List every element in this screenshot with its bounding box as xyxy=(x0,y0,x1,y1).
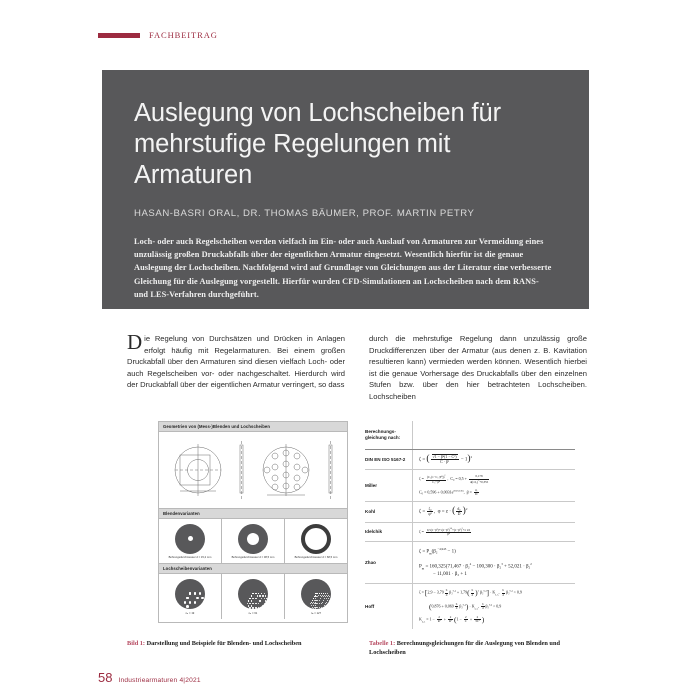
table-row-source: Hoff xyxy=(365,603,375,609)
orifice-variant-1-caption: Bohrungsdurchmesser d = 15,2 mm xyxy=(168,555,212,559)
figure-caption-text: Darstellung und Beispiele für Blenden- und Lochscheiben xyxy=(145,640,302,647)
body-text-right: durch die mehrstufige Regelung dann unzulässig große Druckdifferenzen über der Armatur (aus denen z. B. Kavitation resultieren kann) vermieden werden können. Wesentlich hierbei ist die genaue Vorhersage des Druckabfalls über den einzelnen Stufen bzw. über den hier betrachteten Lochscheiben. Lochscheiben xyxy=(369,334,587,401)
orifice-variant-2 xyxy=(222,519,285,563)
table-caption xyxy=(369,639,587,657)
title-block xyxy=(102,70,589,309)
table-row-equations xyxy=(412,502,575,521)
table-row-equations xyxy=(412,470,575,501)
table-row-source: Miller xyxy=(365,482,377,488)
publication-name: Industriearmaturen 4|2021 xyxy=(118,677,201,684)
orifice-variant-1 xyxy=(159,519,222,563)
perforated-variant-row xyxy=(159,574,347,619)
figure-band-perforated: Lochscheibenvarianten xyxy=(159,564,347,574)
perforated-variant-3-caption: nₕ = 127 xyxy=(310,611,322,615)
page-footer xyxy=(98,670,201,685)
body-columns xyxy=(127,330,587,402)
perforated-disc-127-holes-icon xyxy=(301,579,331,609)
perforated-disc-side-view-icon xyxy=(326,441,335,499)
body-column-right xyxy=(369,333,587,402)
orifice-disc-medium-bore-icon xyxy=(238,524,268,554)
table-header-spacer xyxy=(412,421,575,449)
orifice-disc-large-bore-icon xyxy=(301,524,331,554)
table-row xyxy=(365,470,575,502)
table-row-equations xyxy=(412,542,575,583)
body-column-left xyxy=(127,330,345,402)
running-head-bar xyxy=(98,33,140,38)
equation: ζ = [2,9 − 3,79 $\frac{b}{d}$ β₂$^{0,4}$ + 1,79( $\frac{b}{d}$ )$^2$ $\beta_2^{0,4}] \cdot K_{LA}$, $\frac{b}{d}$ β₂$^{0,4}$ < 0,9 xyxy=(419,588,522,598)
perforated-disc-61-holes-icon xyxy=(238,579,268,609)
equation: $K_{LA} = 1$ − $\frac{2}{\text{R²}}$ + $\frac{2}{\text{R²}}$ (1 − $\frac{2}{C}$ + $\frac{2}{\text{3C²}}$ ) xyxy=(419,614,485,624)
table-row xyxy=(365,542,575,584)
equation: ζ = $\frac{0,5(1-\beta^2)+\tau(1-\beta^2)^{3/4}+(1-\beta^2)^2+\lambda l/d}{\text{β⁴}}$ xyxy=(419,527,471,536)
table-row-equations xyxy=(412,523,575,542)
equation: $P_m = 160,325(71,467 \cdot \beta_2^4 - 100,300 \cdot \beta_2^3 + 52,021 \cdot \beta_2^2$ − 11,001 · β₂ + 1 xyxy=(419,561,532,577)
table-row xyxy=(365,450,575,470)
caption-row xyxy=(127,639,587,657)
table-row-equations xyxy=(412,450,575,469)
table-row-equations xyxy=(412,584,575,629)
orifice-disc-small-bore-icon xyxy=(175,524,205,554)
abstract-text: Loch- oder auch Regelscheiben werden vielfach im Ein- oder auch Auslauf von Armaturen zur Vermeidung eines unzulässig großen Druckabfalls über der eigentlichen Armatur eingesetzt. Wesentlich hierfür ist die genaue Auslegung der Lochscheiben. Nachfolgend wird auf Grundlage von Gleichungen aus der Literatur eine verbesserte Gleichung für die Auslegung vorgestellt. Hierfür wurden CFD-Simulationen an Lochscheiben nach dem RANS- und LES-Verfahren durchgeführt. xyxy=(134,236,552,300)
page-title: Auslegung von Lochscheiben für mehrstufige Regelungen mit Armaturen xyxy=(134,99,502,189)
equation: $C_0 = 0,596 + 0,0031e^{(Rt/0,236)}$, β = $\frac{\text{d₀}}{D}$ xyxy=(419,487,478,497)
perforated-variant-2-caption: nₕ = 61 xyxy=(248,611,258,615)
orifice-variant-3 xyxy=(285,519,347,563)
running-head-label: FACHBEITRAG xyxy=(149,30,218,40)
orifice-variant-3-caption: Bohrungsdurchmesser d = 68,5 mm xyxy=(294,555,338,559)
orifice-side-view-icon xyxy=(237,441,246,499)
running-head xyxy=(98,30,218,40)
orifice-variant-row xyxy=(159,519,347,564)
drop-cap: D xyxy=(127,330,143,354)
figure-band-orifice: Blendenvarianten xyxy=(159,508,347,519)
figure-geometry-drawings xyxy=(159,432,347,508)
table-row xyxy=(365,584,575,629)
equation: $\zeta = P_m(\beta_2^{-4,945} - 1)$ xyxy=(419,547,456,556)
equation: ζ = $\frac{\text{ζ₀}}{\text{φ²}}$ , φ = z · ( $\frac{\text{d₀}}{D}$ )$^2$ xyxy=(419,506,468,517)
equation: ζ = ( $\frac{\text{√1 − β⁴(1 − C²)}}{\text{C · β²}}$ − 1)$^2$ xyxy=(419,454,473,465)
orifice-variant-2-caption: Bohrungsdurchmesser d = 38,5 mm xyxy=(231,555,275,559)
table-row-source: Zhao xyxy=(365,559,376,565)
author-byline: HASAN-BASRI ORAL, DR. THOMAS BÄUMER, PROF. MARTIN PETRY xyxy=(134,207,475,219)
table-row-source: DIN EN ISO 5167-2 xyxy=(365,456,406,462)
equation: ζ = $\frac{(C_0(1-C_0\cdot\beta^4))^2}{\text{C₀²·β⁴}}$ , C₀ = 0,5 + $\frac{0,178}{4(t/d_0)^{\frac{1}{2}}+0,355}$ xyxy=(419,474,489,484)
perforated-disc-19-holes-icon xyxy=(175,579,205,609)
perforated-variant-3 xyxy=(285,574,347,619)
table-header-label: Berechnungs-gleichung nach: xyxy=(365,428,401,440)
equation: (0,876 + 0,069 $\frac{b}{d}$ $\beta_2^{0,4}) \cdot K_{LA}$, $\frac{b}{d}$ β₂$^{0,4}$ > 0,9 xyxy=(429,601,502,611)
table-tabelle-1 xyxy=(365,421,575,629)
perforated-variant-1-caption: nₕ = 19 xyxy=(185,611,195,615)
figure-bild-1 xyxy=(158,421,348,623)
table-row xyxy=(365,523,575,543)
table-caption-text: Berechnungsgleichungen für die Auslegung von Blenden und Lochscheiben xyxy=(369,640,560,657)
orifice-front-view-icon xyxy=(172,441,224,499)
figure-caption xyxy=(127,639,345,657)
table-caption-label: Tabelle 1: xyxy=(369,640,396,647)
page-number: 58 xyxy=(98,670,113,685)
table-row-source: Kohl xyxy=(365,508,376,514)
figure-caption-label: Bild 1: xyxy=(127,640,146,647)
figure-band-geometry: Geometrien von (Mess-)Blenden und Lochscheiben xyxy=(159,422,347,432)
table-row-source: Idelchik xyxy=(365,528,383,534)
body-text-left: ie Regelung von Durchsätzen und Drücken in Anlagen erfolgt häufig mit Regelarmaturen. Bei einem großen Druckabfall über den Armaturen sind diesen vielfach Loch- oder auch Regelscheiben vor- oder nachgeschaltet. Hierdurch wird der Druckabfall über der eigentlichen Armatur verringert, so dass xyxy=(127,334,345,390)
table-row xyxy=(365,502,575,522)
perforated-variant-1 xyxy=(159,574,222,619)
perforated-disc-front-view-icon xyxy=(259,441,313,499)
table-header-row xyxy=(365,421,575,450)
perforated-variant-2 xyxy=(222,574,285,619)
